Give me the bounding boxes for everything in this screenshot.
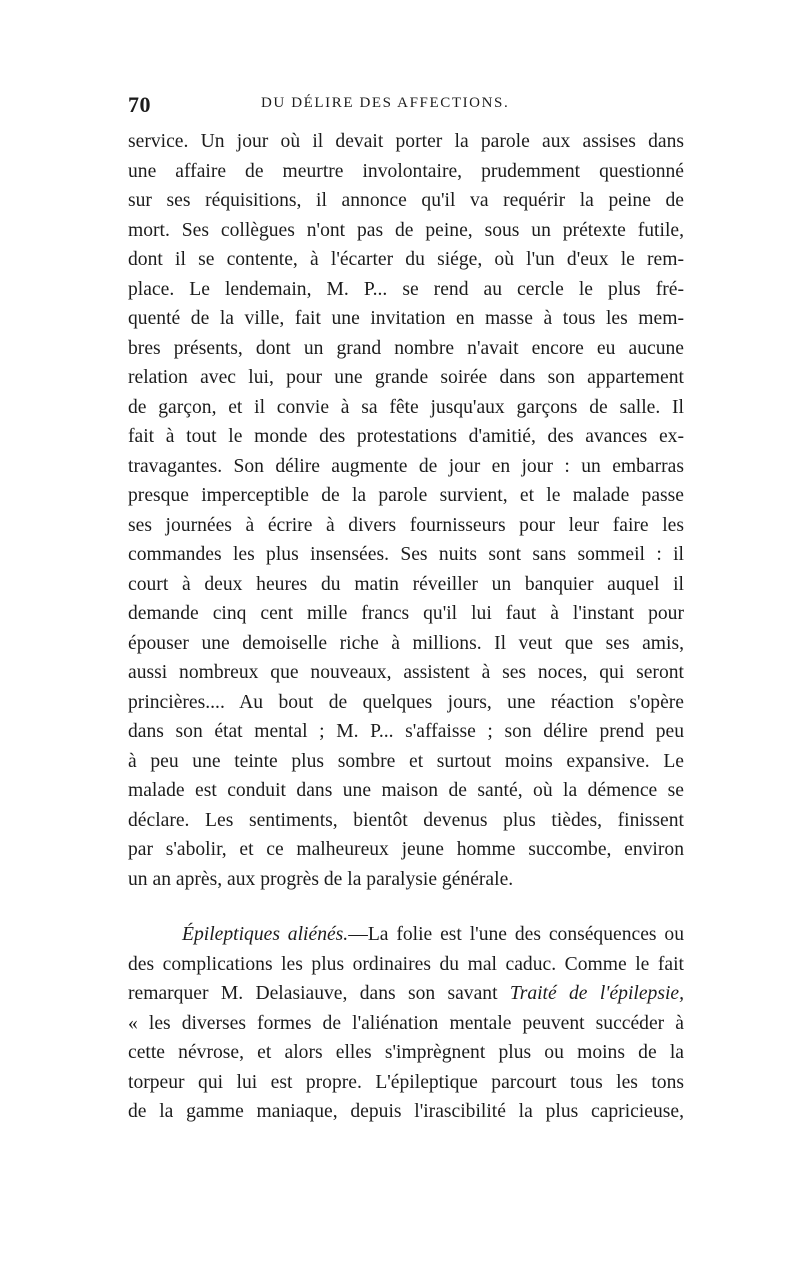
text-line: [128, 979, 684, 1009]
text-line: court à deux heures du matin réveiller un banquier auquel il: [128, 573, 684, 595]
text-line: dont il se contente, à l'écarter du siége, où l'un d'eux le rem-: [128, 249, 684, 270]
paragraph-epileptics: [128, 920, 684, 1127]
text-line: [128, 920, 684, 950]
text-line: déclare. Les sentiments, bientôt devenus plus tièdes, finissent: [128, 809, 684, 831]
text-line: cette névrose, et alors elles s'imprègnent plus ou moins de la: [128, 1042, 684, 1063]
text-line: de la gamme maniaque, depuis l'irascibilité la plus capricieuse,: [128, 1101, 684, 1122]
book-title: Traité de l'épilepsie,: [509, 983, 684, 1004]
text-line: aussi nombreux que nouveaux, assistent à ses noces, qui seront: [128, 662, 684, 683]
text-line: mort. Ses collègues n'ont pas de peine, sous un prétexte futile,: [128, 219, 684, 241]
text-line: commandes les plus insensées. Ses nuits sont sans sommeil : il: [128, 544, 684, 565]
text-line: relation avec lui, pour une grande soirée dans son appartement: [128, 367, 684, 388]
text-line: quenté de la ville, fait une invitation en masse à tous les mem-: [128, 308, 684, 329]
text-line: bres présents, dont un grand nombre n'avait encore eu aucune: [128, 337, 684, 359]
text-line: de garçon, et il convie à sa fête jusqu'aux garçons de salle. Il: [128, 396, 684, 418]
text-line: par s'abolir, et ce malheureux jeune homme succombe, environ: [128, 839, 684, 860]
text-line: fait à tout le monde des protestations d'amitié, des avances ex-: [128, 426, 684, 447]
section-heading: Épileptiques aliénés.: [182, 924, 349, 945]
text-line: des complications les plus ordinaires du mal caduc. Comme le fait: [128, 953, 684, 975]
text-line: dans son état mental ; M. P... s'affaisse ; son délire prend peu: [128, 721, 684, 742]
text-line: place. Le lendemain, M. P... se rend au cercle le plus fré-: [128, 278, 684, 300]
citation-lead: remarquer M. Delasiauve, dans son savant: [128, 983, 510, 1004]
paragraph-gap: [128, 894, 684, 920]
text-line: demande cinq cent mille francs qu'il lui faut à l'instant pour: [128, 603, 684, 624]
heading-continuation: —La folie est l'une des conséquences ou: [348, 924, 684, 945]
text-line: ses journées à écrire à divers fournisseurs pour leur faire les: [128, 514, 684, 536]
text-line: sur ses réquisitions, il annonce qu'il va requérir la peine de: [128, 190, 684, 211]
running-title: DU DÉLIRE DES AFFECTIONS.: [261, 95, 510, 111]
text-line: « les diverses formes de l'aliénation mentale peuvent succéder à: [128, 1012, 684, 1034]
text-line: travagantes. Son délire augmente de jour en jour : un embarras: [128, 455, 684, 477]
text-line: un an après, aux progrès de la paralysie générale.: [128, 868, 514, 890]
text-line: épouser une demoiselle riche à millions. Il veut que ses amis,: [128, 632, 684, 654]
paragraph-case-report: [128, 127, 684, 894]
text-line: torpeur qui lui est propre. L'épileptique parcourt tous les tons: [128, 1071, 684, 1093]
page-number: 70: [128, 92, 151, 117]
body-text: [128, 127, 684, 1127]
text-line: à peu une teinte plus sombre et surtout moins expansive. Le: [128, 750, 684, 772]
running-head: [128, 92, 683, 116]
text-line: une affaire de meurtre involontaire, prudemment questionné: [128, 160, 684, 182]
text-line: presque imperceptible de la parole survient, et le malade passe: [128, 485, 684, 506]
text-line: service. Un jour où il devait porter la parole aux assises dans: [128, 131, 684, 152]
text-line: princières.... Au bout de quelques jours, une réaction s'opère: [128, 691, 684, 713]
text-line: malade est conduit dans une maison de santé, où la démence se: [128, 780, 684, 801]
